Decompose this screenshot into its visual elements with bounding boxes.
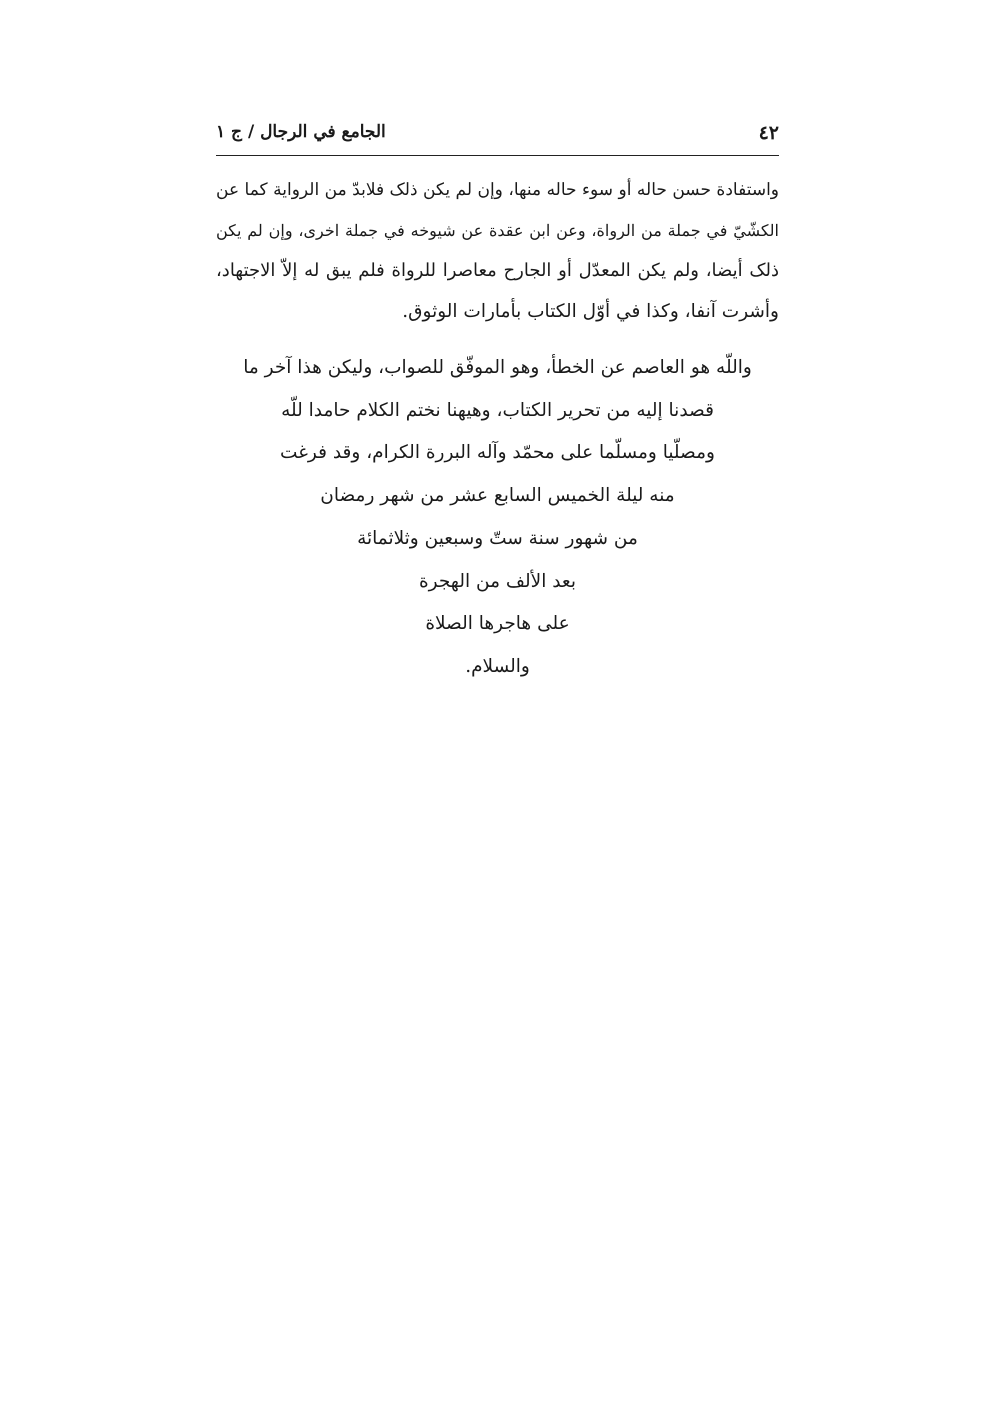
paragraph-line: واستفادة حسن حاله أو سوء حاله منها، وإن لم يكن ذلک فلابدّ من الرواية كما عن [216, 180, 779, 200]
page-number: ٤٢ [758, 122, 779, 144]
running-title: الجامع في الرجال / ج ١ [216, 122, 386, 142]
colophon-line: على هاجرها الصلاة [425, 613, 570, 635]
colophon-line: بعد الألف من الهجرة [418, 570, 577, 592]
colophon-line: قصدنا إليه من تحرير الكتاب، وهيهنا نختم الكلام حامدا للّه [281, 399, 714, 421]
colophon-line: واللّه هو العاصم عن الخطأ، وهو الموفّق للصواب، وليكن هذا آخر ما [243, 357, 752, 378]
paragraph-line: ذلک أيضا، ولم يكن المعدّل أو الجارح معاصرا للرواة فلم يبق له إلاّ الاجتهاد، [216, 260, 779, 281]
colophon-line: ومصلّيا ومسلّما على محمّد وآله البررة الكرام، وقد فرغت [280, 442, 715, 464]
page-header [216, 118, 779, 152]
header-rule [216, 155, 779, 156]
main-paragraph [216, 170, 779, 332]
paragraph-line: وأشرت آنفا، وكذا في أوّل الكتاب بأمارات الوثوق. [402, 300, 779, 322]
paragraph-line: الكشّيّ في جملة من الرواة، وعن ابن عقدة عن شيوخه في جملة اخرى، وإن لم يكن [216, 220, 779, 240]
colophon-line: منه ليلة الخميس السابع عشر من شهر رمضان [320, 485, 675, 507]
colophon [216, 347, 779, 689]
colophon-line: من شهور سنة ستّ وسبعين وثلاثمائة [357, 527, 638, 549]
colophon-line: والسلام. [465, 655, 530, 677]
